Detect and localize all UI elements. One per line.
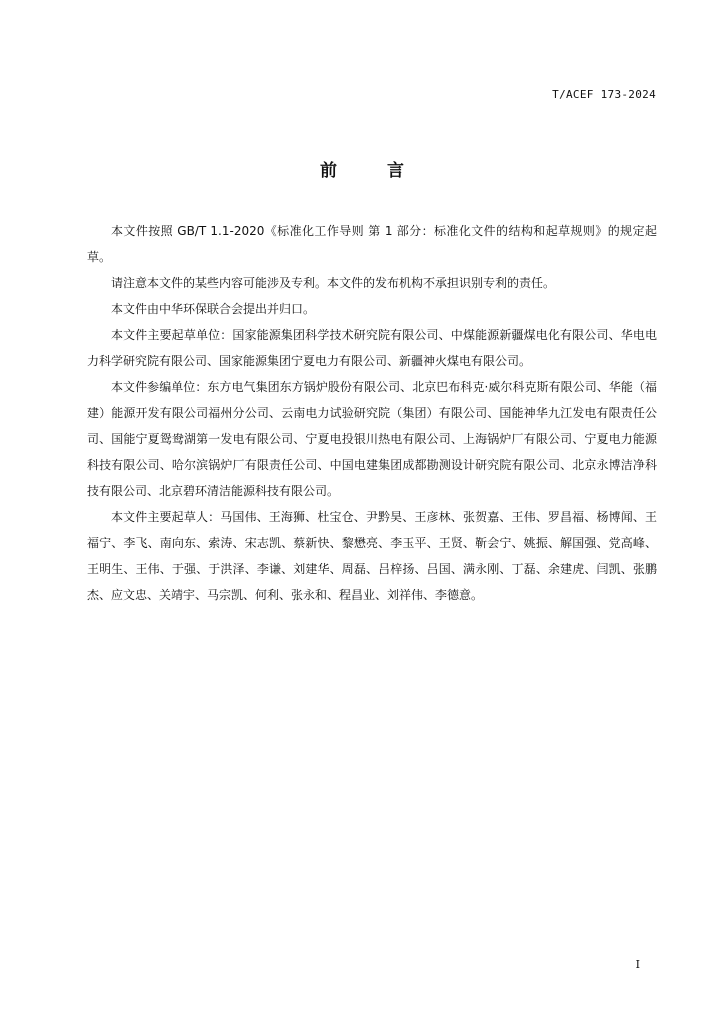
- foreword-body: [87, 218, 657, 608]
- document-code: T/ACEF 173-2024: [552, 88, 656, 101]
- paragraph-main-drafting-units: 本文件主要起草单位：国家能源集团科学技术研究院有限公司、中煤能源新疆煤电化有限公司、华电电力科学研究院有限公司、国家能源集团宁夏电力有限公司、新疆神火煤电有限公司。: [87, 328, 657, 368]
- paragraph-drafting-rules: 本文件按照 GB/T 1.1-2020《标准化工作导则 第 1 部分：标准化文件的结构和起草规则》的规定起草。: [87, 224, 657, 264]
- page-number: I: [635, 958, 640, 971]
- paragraph-main-drafters: 本文件主要起草人：马国伟、王海狮、杜宝仓、尹黔昊、王彦林、张贺嘉、王伟、罗昌福、杨博闻、王福宁、李飞、南向东、索涛、宋志凯、蔡新快、黎懋亮、李玉平、王贤、靳会宁、姚振、解国强、党高峰、王明生、王伟、于强、于洪泽、李谦、刘建华、周磊、吕梓扬、吕国、满永刚、丁磊、余建虎、闫凯、张鹏杰、应文忠、关靖宇、马宗凯、何利、张永和、程昌业、刘祥伟、李德意。: [87, 510, 657, 602]
- paragraph-patent-notice: 请注意本文件的某些内容可能涉及专利。本文件的发布机构不承担识别专利的责任。: [111, 276, 556, 290]
- paragraph-participating-units: 本文件参编单位：东方电气集团东方锅炉股份有限公司、北京巴布科克·威尔科克斯有限公司、华能（福建）能源开发有限公司福州分公司、云南电力试验研究院（集团）有限公司、国能神华九江发电有限责任公司、国能宁夏鸳鸯湖第一发电有限公司、宁夏电投银川热电有限公司、上海锅炉厂有限公司、宁夏电力能源科技有限公司、哈尔滨锅炉厂有限责任公司、中国电建集团成都勘测设计研究院有限公司、北京永博洁净科技有限公司、北京碧环清洁能源科技有限公司。: [87, 380, 657, 498]
- paragraph-proposer: 本文件由中华环保联合会提出并归口。: [111, 302, 316, 316]
- page-title: 前 言: [320, 161, 426, 181]
